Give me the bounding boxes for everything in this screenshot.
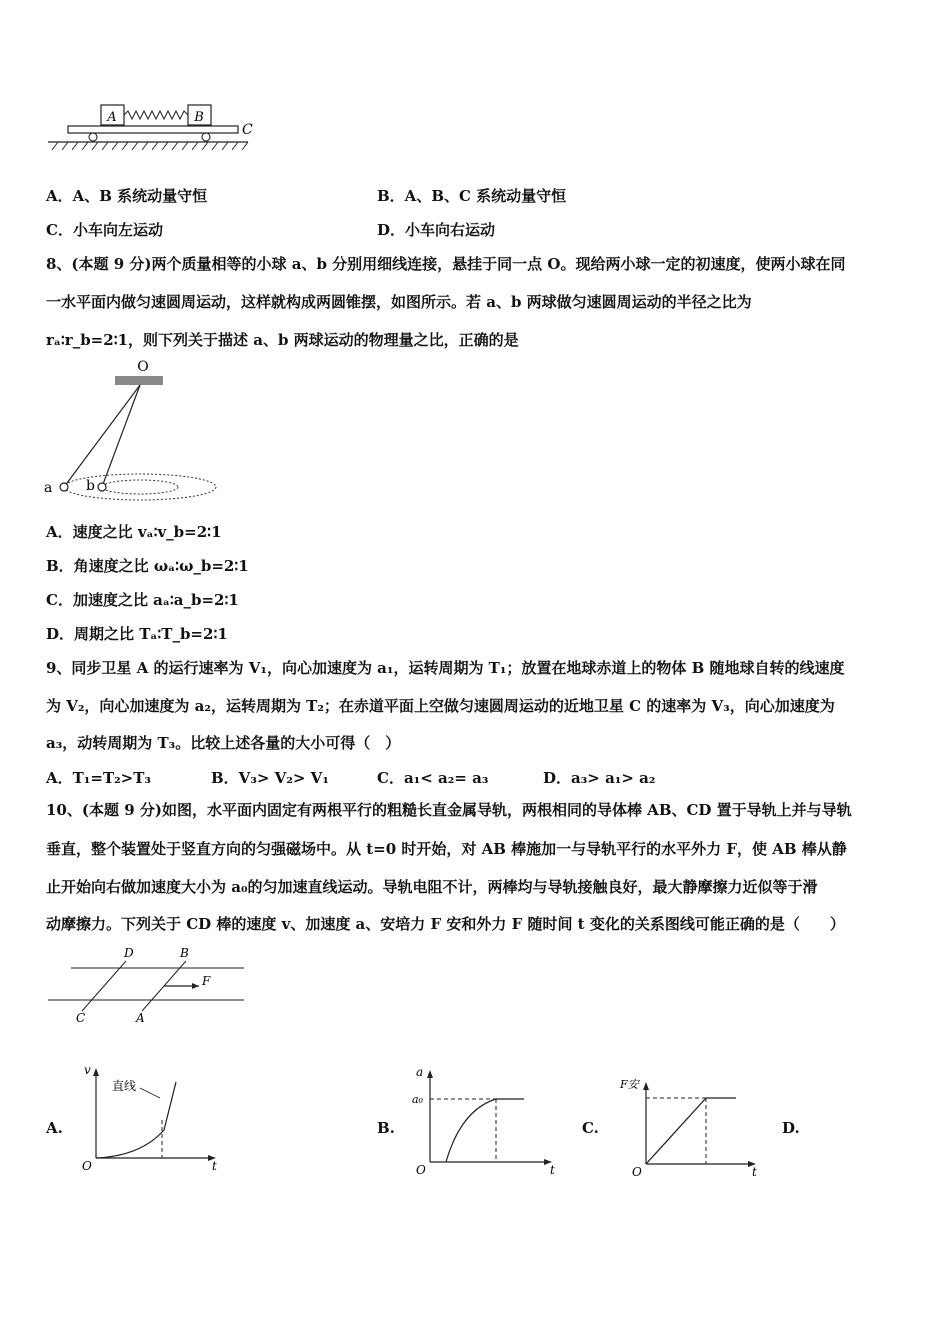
q9-option-c[interactable]: C．a₁< a₂= a₃ bbox=[377, 769, 489, 787]
ball-a-label: a bbox=[44, 480, 53, 496]
note-label: 直线 bbox=[112, 1079, 137, 1093]
y-label: F安 bbox=[620, 1078, 639, 1091]
q7-option-c[interactable]: C．小车向左运动 bbox=[46, 221, 163, 239]
force-arrowhead bbox=[192, 983, 199, 989]
q8-conical-pendulum-figure bbox=[38, 356, 223, 506]
q10-stem-line2: 垂直，整个装置处于竖直方向的匀强磁场中。从 t=0 时开始，对 AB 棒施加一与导轨平行的水平外力 F，使 AB 棒从静 bbox=[46, 840, 847, 858]
x-label: t bbox=[212, 1159, 217, 1173]
block-b-label: B bbox=[194, 110, 204, 125]
string-b bbox=[102, 385, 140, 487]
q8-stem-line2: 一水平面内做匀速圆周运动，这样就构成两圆锥摆，如图所示。若 a、b 两球做匀速圆周运动的半径之比为 bbox=[46, 293, 752, 311]
q7-option-d[interactable]: D．小车向右运动 bbox=[377, 221, 496, 239]
origin-label: O bbox=[632, 1165, 642, 1179]
q8-stem-line3: rₐ∶r_b=2∶1，则下列关于描述 a、b 两球运动的物理量之比，正确的是 bbox=[46, 331, 519, 349]
q10-option-b[interactable]: B. bbox=[377, 1119, 395, 1137]
label-a: A bbox=[136, 1011, 145, 1025]
y-axis-arrowhead bbox=[427, 1070, 433, 1078]
q9-option-a[interactable]: A．T₁=T₂>T₃ bbox=[46, 769, 151, 787]
straight-segment bbox=[164, 1082, 176, 1130]
q7-option-b[interactable]: B．A、B、C 系统动量守恒 bbox=[377, 187, 567, 205]
q10-graph-c bbox=[618, 1072, 768, 1182]
q10-graph-a bbox=[76, 1060, 226, 1175]
label-b: B bbox=[180, 946, 189, 960]
wheel-right bbox=[202, 133, 210, 141]
q9-option-d[interactable]: D．a₃> a₁> a₂ bbox=[543, 769, 656, 787]
cart-c bbox=[68, 126, 238, 133]
q10-rails-figure bbox=[44, 942, 249, 1027]
origin-label: O bbox=[416, 1163, 426, 1177]
x-label: t bbox=[550, 1163, 555, 1177]
q9-stem-line3: a₃，动转周期为 T₃。比较上述各量的大小可得（ ） bbox=[46, 734, 401, 752]
spring bbox=[124, 111, 188, 119]
q9-stem-line2: 为 V₂，向心加速度为 a₂，运转周期为 T₂；在赤道平面上空做匀速圆周运动的近地卫星 C 的速率为 V₃，向心加速度为 bbox=[46, 697, 835, 715]
q10-stem-line4: 动摩擦力。下列关于 CD 棒的速度 v、加速度 a、安培力 F 安和外力 F 随时间 t 变化的关系图线可能正确的是（ ） bbox=[46, 915, 845, 933]
y-label: a bbox=[416, 1065, 424, 1079]
q9-stem-line1: 9、同步卫星 A 的运行速率为 V₁，向心加速度为 a₁，运转周期为 T₁；放置在地球赤道上的物体 B 随地球自转的线速度 bbox=[46, 659, 845, 677]
ball-a bbox=[60, 483, 68, 491]
pivot-support bbox=[115, 376, 163, 385]
q7-option-a[interactable]: A．A、B 系统动量守恒 bbox=[46, 187, 208, 205]
cart-c-label: C bbox=[242, 122, 253, 138]
q8-option-b[interactable]: B．角速度之比 ωₐ∶ω_b=2∶1 bbox=[46, 557, 249, 575]
origin-label: O bbox=[82, 1159, 92, 1173]
label-c: C bbox=[76, 1011, 86, 1025]
a0-label: a₀ bbox=[412, 1093, 423, 1106]
label-d: D bbox=[124, 946, 134, 960]
q10-stem-line3: 止开始向右做加速度大小为 a₀的匀加速直线运动。导轨电阻不计，两棒均与导轨接触良好，最大静摩擦力近似等于滑 bbox=[46, 878, 818, 896]
ball-b bbox=[98, 483, 106, 491]
x-label: t bbox=[752, 1165, 757, 1179]
orbit-b bbox=[102, 480, 178, 494]
q10-option-c[interactable]: C. bbox=[582, 1119, 599, 1137]
q9-option-b[interactable]: B．V₃> V₂> V₁ bbox=[211, 769, 329, 787]
y-label: v bbox=[84, 1063, 91, 1077]
q10-stem-line1: 10、(本题 9 分)如图，水平面内固定有两根平行的粗糙长直金属导轨，两根相同的导体棒 AB、CD 置于导轨上并与导轨 bbox=[46, 801, 852, 819]
string-a bbox=[64, 385, 140, 487]
q8-stem-line1: 8、(本题 9 分)两个质量相等的小球 a、b 分别用细线连接，悬挂于同一点 O。现给两小球一定的初速度，使两小球在同 bbox=[46, 255, 846, 273]
q10-option-d[interactable]: D. bbox=[782, 1119, 800, 1137]
curve bbox=[96, 1130, 164, 1158]
q8-option-a[interactable]: A．速度之比 vₐ∶v_b=2∶1 bbox=[46, 523, 222, 541]
q8-option-d[interactable]: D．周期之比 Tₐ∶T_b=2∶1 bbox=[46, 625, 228, 643]
q8-option-c[interactable]: C．加速度之比 aₐ∶a_b=2∶1 bbox=[46, 591, 239, 609]
rising-line bbox=[646, 1098, 706, 1164]
wheel-left bbox=[89, 133, 97, 141]
q10-option-a[interactable]: A. bbox=[46, 1119, 63, 1137]
ground-hatch bbox=[52, 142, 248, 150]
curve bbox=[446, 1099, 496, 1162]
y-axis-arrowhead bbox=[643, 1082, 649, 1090]
note-leader bbox=[140, 1088, 160, 1098]
block-a-label: A bbox=[107, 110, 117, 125]
q7-cart-figure bbox=[44, 98, 264, 158]
ball-b-label: b bbox=[86, 478, 95, 494]
pivot-o-label: O bbox=[137, 359, 149, 375]
y-axis-arrowhead bbox=[93, 1068, 99, 1076]
label-f: F bbox=[202, 974, 211, 988]
q10-graph-b bbox=[406, 1062, 561, 1177]
